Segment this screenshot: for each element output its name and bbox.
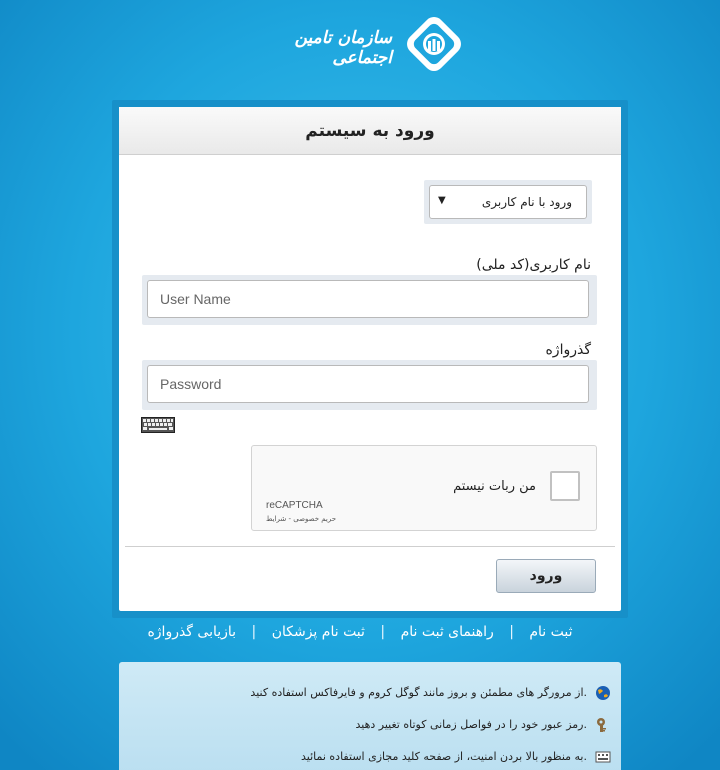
- username-wrapper: [142, 275, 597, 325]
- password-input[interactable]: [147, 365, 589, 403]
- login-button[interactable]: ورود: [496, 559, 596, 593]
- login-card: [112, 100, 628, 618]
- header: [0, 14, 720, 74]
- keyboard-icon: [595, 749, 611, 765]
- tip-item: [129, 748, 611, 768]
- username-input[interactable]: [147, 280, 589, 318]
- social-security-logo-icon: [404, 14, 464, 74]
- key-icon: [595, 717, 611, 733]
- tip-item: [129, 684, 611, 704]
- recaptcha-links[interactable]: حریم خصوصی - شرایط: [266, 515, 337, 523]
- security-tips: [119, 662, 621, 770]
- register-link[interactable]: ثبت نام: [529, 624, 573, 640]
- dropdown-arrow-icon: ▼: [438, 195, 446, 206]
- recaptcha-text: من ربات نیستم: [453, 479, 536, 494]
- divider: [125, 546, 615, 547]
- tip-text: از مرورگر های مطمئن و بروز مانند گوگل کروم و فایرفاکس استفاده کنید.: [250, 686, 587, 699]
- login-type-value: ورود با نام کاربری: [481, 195, 572, 209]
- recaptcha-widget: [251, 445, 597, 531]
- login-type-wrapper: [424, 180, 592, 224]
- tip-item: [129, 716, 611, 736]
- link-separator: |: [509, 624, 514, 640]
- password-label: گذرواژه: [545, 342, 591, 358]
- password-recovery-link[interactable]: بازیابی گذرواژه: [147, 624, 237, 640]
- footer-links: [0, 624, 720, 648]
- recaptcha-brand: reCAPTCHA: [266, 500, 323, 511]
- tip-text: رمز عبور خود را در فواصل زمانی کوتاه تغییر دهید.: [355, 718, 587, 731]
- recaptcha-checkbox[interactable]: [550, 471, 580, 501]
- login-type-select[interactable]: [429, 185, 587, 219]
- login-title: ورود به سیستم: [119, 107, 621, 155]
- tip-text: به منظور بالا بردن امنیت، از صفحه کلید مجازی استفاده نمائید.: [301, 750, 587, 763]
- browser-globe-icon: [595, 685, 611, 701]
- link-separator: |: [380, 624, 386, 640]
- org-title: سازمان تامین اجتماعی: [294, 28, 392, 68]
- link-separator: |: [251, 624, 257, 640]
- password-wrapper: [142, 360, 597, 410]
- register-guide-link[interactable]: راهنمای ثبت نام: [400, 624, 494, 640]
- login-card-body: [119, 107, 621, 611]
- username-label: نام کاربری(کد ملی): [476, 257, 591, 273]
- virtual-keyboard-icon[interactable]: [141, 417, 175, 433]
- doctor-register-link[interactable]: ثبت نام پزشکان: [271, 624, 365, 640]
